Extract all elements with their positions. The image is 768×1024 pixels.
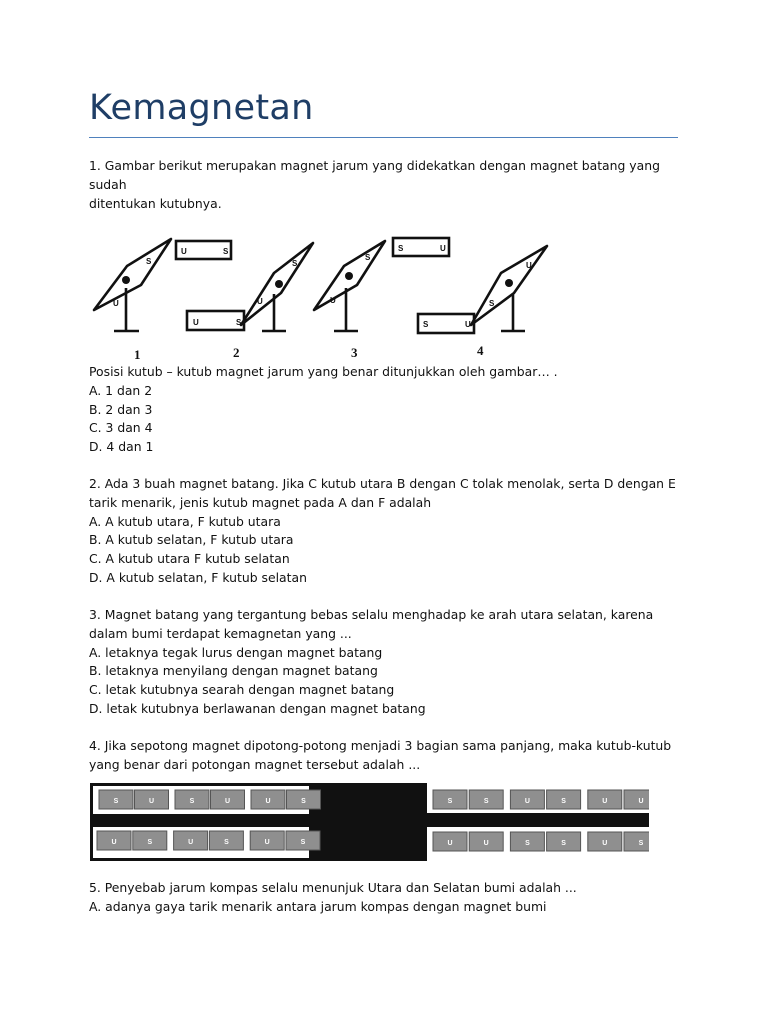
needle-pole-label: U	[526, 261, 532, 270]
question-2-text	[89, 475, 679, 588]
answer-option: D. letak kutubnya berlawanan dengan magnet batang	[89, 700, 426, 716]
pole-label: S	[423, 320, 429, 329]
needle-pole-label: S	[292, 259, 298, 268]
text-line: dalam bumi terdapat kemagnetan yang ...	[89, 625, 352, 641]
magnet-pole-label: S	[483, 798, 489, 805]
answer-option: A. 1 dan 2	[89, 382, 153, 398]
magnet-pole-label: U	[224, 798, 231, 805]
figure-divider-bar	[427, 813, 649, 827]
text-line: ditentukan kutubnya.	[89, 195, 222, 211]
answer-option: B. 2 dan 3	[89, 401, 153, 417]
question-1-text	[89, 157, 679, 213]
answer-option: C. 3 dan 4	[89, 420, 153, 436]
magnet-pole-label: S	[447, 798, 453, 805]
magnet-pole-label: S	[638, 840, 644, 847]
needle-pivot	[122, 276, 130, 284]
pole-label: S	[398, 244, 404, 253]
compass-magnet-figure	[89, 228, 559, 363]
magnet-pole-label: U	[264, 839, 270, 846]
text-line: tarik menarik, jenis kutub magnet pada A dan F adalah	[89, 494, 432, 510]
magnet-pole-label: U	[602, 798, 608, 805]
pole-label: S	[223, 247, 229, 256]
answer-option: A. adanya gaya tarik menarik antara jarum kompas dengan magnet bumi	[89, 898, 547, 914]
pole-label: U	[181, 247, 187, 256]
figure-center-block	[315, 825, 427, 861]
magnet-pole-label: U	[524, 798, 530, 805]
magnet-segment	[624, 790, 649, 809]
question-5-text	[89, 879, 679, 917]
magnet-pole-label: S	[301, 798, 306, 805]
answer-option: C. A kutub utara F kutub selatan	[89, 551, 290, 567]
magnet-pole-label: U	[447, 840, 453, 847]
needle-pivot	[345, 272, 353, 280]
text-line: 1. Gambar berikut merupakan magnet jarum yang didekatkan dengan magnet batang yang sudah	[89, 158, 660, 192]
answer-option: C. letak kutubnya searah dengan magnet batang	[89, 682, 395, 698]
text-line: yang benar dari potongan magnet tersebut adalah ...	[89, 756, 421, 772]
magnet-pole-label: S	[525, 840, 530, 847]
page-title: Kemagnetan	[89, 88, 314, 128]
question-4-text	[89, 737, 679, 775]
pole-label: S	[236, 318, 242, 327]
title-underline	[89, 137, 678, 138]
needle-pivot	[505, 279, 513, 287]
needle-pole-label: S	[146, 257, 152, 266]
pole-label: U	[193, 318, 199, 327]
figure-number: 1	[134, 347, 141, 362]
answer-option: B. letaknya menyilang dengan magnet batang	[89, 663, 378, 679]
magnet-pole-label: U	[265, 798, 271, 805]
magnet-pole-label: S	[224, 839, 229, 846]
magnet-pole-label: U	[188, 839, 194, 846]
magnet-pole-label: U	[638, 798, 644, 805]
figure-center-block	[315, 783, 427, 825]
needle-pole-label: U	[330, 296, 336, 305]
magnet-segment	[624, 832, 649, 851]
figure-number: 2	[233, 345, 240, 360]
answer-option: D. A kutub selatan, F kutub selatan	[89, 569, 307, 585]
question-1-options	[89, 363, 679, 457]
pole-label: U	[465, 320, 471, 329]
magnet-pole-label: S	[561, 840, 566, 847]
figure-number: 4	[477, 343, 484, 358]
needle-pivot	[275, 280, 283, 288]
needle-pole-label: S	[489, 299, 495, 308]
magnet-pole-label: U	[111, 839, 117, 846]
magnet-pole-label: S	[561, 798, 566, 805]
question-line: Posisi kutub – kutub magnet jarum yang benar ditunjukkan oleh gambar… .	[89, 364, 558, 379]
magnet-pole-label: S	[147, 839, 153, 846]
needle-pole-label: U	[113, 299, 119, 308]
magnet-pole-label: S	[189, 798, 195, 805]
figure-number: 3	[351, 345, 358, 360]
answer-option: B. A kutub selatan, F kutub utara	[89, 532, 294, 548]
answer-option: A. A kutub utara, F kutub utara	[89, 513, 281, 529]
needle-diamond-1	[94, 239, 171, 310]
cut-magnet-figure	[89, 783, 649, 861]
answer-option: D. 4 dan 1	[89, 439, 154, 455]
question-3-text	[89, 606, 679, 719]
needle-pole-label: U	[257, 297, 263, 306]
magnet-pole-label: U	[148, 798, 155, 805]
magnet-pole-label: U	[483, 840, 489, 847]
magnet-pole-label: U	[602, 840, 608, 847]
text-line: 2. Ada 3 buah magnet batang. Jika C kutub utara B dengan C tolak menolak, serta D dengan E	[89, 476, 676, 491]
answer-option: A. letaknya tegak lurus dengan magnet batang	[89, 644, 383, 660]
needle-pole-label: S	[365, 253, 371, 262]
magnet-pole-label: S	[113, 798, 119, 805]
text-line: 4. Jika sepotong magnet dipotong-potong menjadi 3 bagian sama panjang, maka kutub-kutub	[89, 738, 672, 753]
text-line: 3. Magnet batang yang tergantung bebas selalu menghadap ke arah utara selatan, karena	[89, 607, 654, 622]
pole-label: U	[440, 244, 446, 253]
text-line: 5. Penyebab jarum kompas selalu menunjuk Utara dan Selatan bumi adalah ...	[89, 880, 577, 895]
magnet-pole-label: S	[300, 839, 306, 846]
